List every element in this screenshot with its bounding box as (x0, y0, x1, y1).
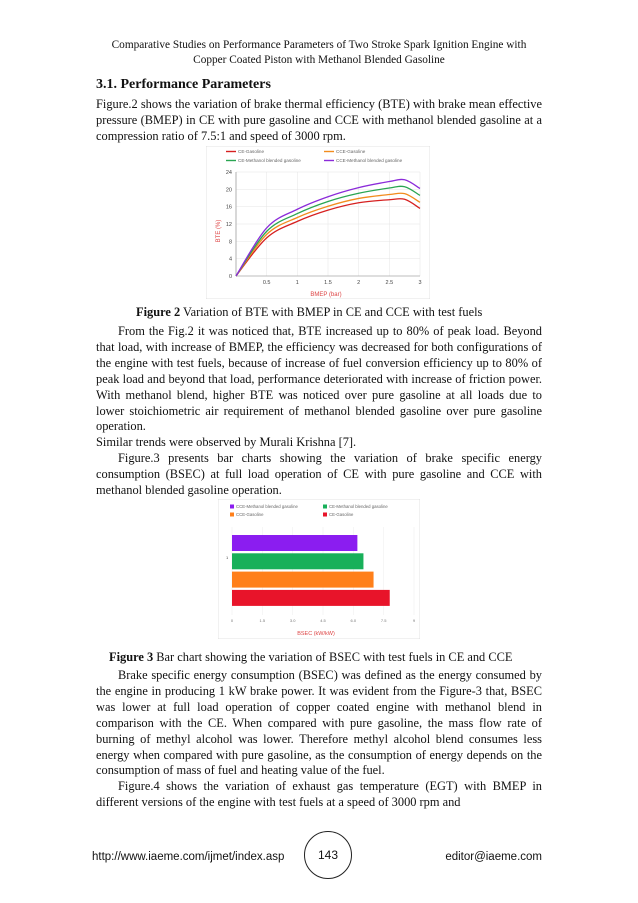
x-tick-label: 4.5 (320, 618, 326, 623)
legend-swatch (230, 513, 234, 517)
figure-2-caption-label: Figure 2 (136, 305, 181, 319)
x-tick-label: 0 (230, 618, 234, 623)
y-tick-label: 12 (225, 222, 232, 228)
legend-entry: CCE-Methanol blended gasoline (236, 504, 298, 509)
legend-entry: CE-Methanol blended gasoline (238, 158, 301, 163)
section-title: 3.1. Performance Parameters (96, 77, 271, 92)
y-tick-label: 20 (225, 187, 232, 194)
figure-2-caption (136, 305, 482, 320)
legend-entry: CCE-Gasoline (236, 512, 264, 517)
page-number: 143 (304, 831, 352, 879)
footer-email: editor@iaeme.com (445, 851, 542, 863)
footer-url: http://www.iaeme.com/ijmet/index.asp (92, 851, 285, 863)
header-line-1: Comparative Studies on Performance Parameters of Two Stroke Spark Ignition Engine with (111, 39, 527, 51)
x-tick-label: 3.0 (289, 618, 296, 623)
x-tick-label: 1 (295, 280, 299, 286)
legend-entry: CE-Gasoline (329, 512, 354, 517)
x-tick-label: 7.5 (380, 618, 387, 623)
y-tick-label: 4 (228, 256, 232, 263)
y-tick-label: 1 (226, 555, 229, 560)
bar (232, 572, 374, 588)
legend-swatch (323, 505, 327, 509)
figure-3-caption-label: Figure 3 (109, 650, 154, 664)
bar (232, 590, 390, 606)
legend-entry: CCE-Methanol blended gasoline (336, 158, 403, 163)
x-tick-label: 2 (357, 280, 361, 286)
figure-2-caption-text: Variation of BTE with BMEP in CE and CCE with test fuels (180, 305, 483, 319)
y-axis-label: BTE (%) (216, 219, 222, 243)
paragraph-fig3-intro: Figure.3 presents bar charts showing the variation of brake specific energy consumption (BSEC) at full load operation of CE with pure gasoline and CCE with methanol blended gasoline operation. (96, 451, 542, 497)
y-tick-label: 24 (225, 170, 232, 176)
figure-3-caption (109, 650, 512, 665)
paragraph-intro: Figure.2 shows the variation of brake thermal efficiency (BTE) with brake mean effective pressure (BMEP) in CE with pure gasoline and CCE with methanol blended gasoline at a compression ratio of 7.5:1 and speed of 3000 rpm. (96, 97, 542, 143)
x-axis-label: BMEP (bar) (310, 292, 342, 298)
x-axis-label: BSEC (kW/kW) (297, 631, 335, 637)
paragraph-egt-intro: Figure.4 shows the variation of exhaust gas temperature (EGT) with BMEP in different versions of the engine with test fuels at a speed of 3000 rpm and (96, 779, 542, 809)
x-tick-label: 2.5 (385, 280, 394, 286)
bar (232, 553, 363, 569)
x-tick-label: 3 (418, 280, 422, 286)
x-tick-label: 9 (412, 618, 416, 623)
legend-entry: CE-Gasoline (238, 149, 265, 154)
legend-swatch (323, 513, 327, 517)
figure-3-bar-chart (218, 499, 420, 639)
figure-3-caption-text: Bar chart showing the variation of BSEC with test fuels in CE and CCE (153, 650, 513, 664)
paragraph-bte-discussion: From the Fig.2 it was noticed that, BTE increased up to 80% of peak load. Beyond that load, with increase of BMEP, the efficiency was decreased for both configurations of the engine with test fuels, because of increase of fuel conversion efficiency up to 80% of peak load and beyond that load, performance deteriorated with increase of friction power. With methanol blend, higher BTE was noticed over pure gasoline at all loads due to lower stoichiometric air requirement of methanol blended gasoline over pure gasoline operation. (96, 324, 542, 434)
legend-entry: CCE-Gasoline (336, 149, 366, 154)
paragraph-similar-trends: Similar trends were observed by Murali Krishna [7]. (96, 435, 357, 449)
x-tick-label: 6.0 (350, 618, 357, 623)
x-tick-label: 0.5 (262, 280, 271, 286)
legend-entry: CE-Methanol blended gasoline (329, 504, 388, 509)
legend-swatch (230, 505, 234, 509)
y-tick-label: 16 (225, 204, 232, 211)
x-tick-label: 1.5 (324, 280, 332, 286)
header-line-2: Copper Coated Piston with Methanol Blended Gasoline (193, 54, 445, 66)
paragraph-bsec-discussion: Brake specific energy consumption (BSEC) was defined as the energy consumed by the engine in producing 1 kW brake power. It was evident from the Figure-3 that, BSEC was lower at full load operation of copper coated engine with methanol blend in comparison with the CE. When compared with pure gasoline, the mass flow rate of burning of methyl alcohol was lower. Therefore methyl alcohol blend consumes less energy when compared with pure gasoline, as the consumption of energy depends on the consumption of mass of fuel and heating value of the fuel. (96, 668, 542, 778)
running-header (60, 38, 578, 68)
figure-2-line-chart (206, 146, 430, 299)
x-tick-label: 1.5 (259, 618, 266, 623)
y-tick-label: 8 (228, 239, 232, 246)
bar (232, 535, 357, 551)
y-tick-label: 0 (228, 274, 232, 280)
